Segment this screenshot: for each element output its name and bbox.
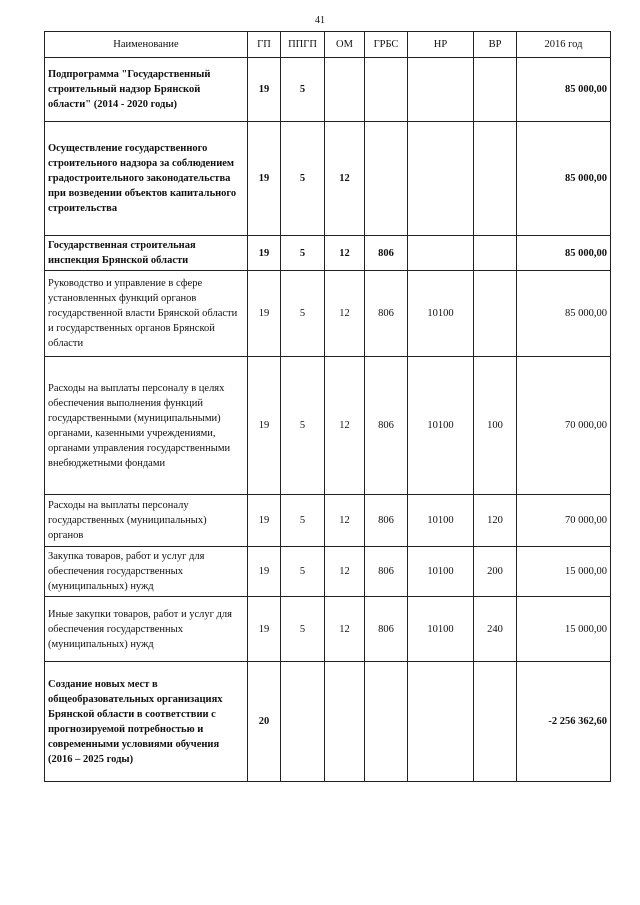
table-row <box>45 271 611 357</box>
cell-vr: 120 <box>474 495 517 547</box>
cell-grbs: 806 <box>365 495 408 547</box>
budget-table <box>44 31 611 782</box>
cell-vr <box>474 58 517 122</box>
cell-amount: 85 000,00 <box>517 236 611 271</box>
cell-ppgp: 5 <box>281 271 325 357</box>
cell-vr <box>474 662 517 782</box>
cell-name: Иные закупки товаров, работ и услуг для обеспечения государственных (муниципальных) нужд <box>45 597 248 662</box>
cell-amount: 70 000,00 <box>517 495 611 547</box>
cell-grbs <box>365 58 408 122</box>
cell-name: Руководство и управление в сфере установленных функций органов государственной власти Брянской области и государственных органов Брянской области <box>45 271 248 357</box>
cell-nr <box>408 122 474 236</box>
cell-ppgp: 5 <box>281 236 325 271</box>
table-row <box>45 547 611 597</box>
cell-name: Расходы на выплаты персоналу государственных (муниципальных) органов <box>45 495 248 547</box>
cell-amount: 85 000,00 <box>517 122 611 236</box>
cell-grbs: 806 <box>365 357 408 495</box>
table-row <box>45 662 611 782</box>
cell-nr <box>408 662 474 782</box>
cell-grbs: 806 <box>365 236 408 271</box>
cell-om: 12 <box>325 357 365 495</box>
cell-om: 12 <box>325 271 365 357</box>
cell-name: Подпрограмма "Государственный строительный надзор Брянской области" (2014 - 2020 годы) <box>45 58 248 122</box>
cell-gp: 19 <box>248 547 281 597</box>
cell-om: 12 <box>325 495 365 547</box>
cell-vr <box>474 122 517 236</box>
cell-grbs <box>365 662 408 782</box>
cell-ppgp: 5 <box>281 58 325 122</box>
header-name: Наименование <box>45 32 248 58</box>
header-ppgp: ППГП <box>281 32 325 58</box>
cell-grbs: 806 <box>365 597 408 662</box>
header-om: ОМ <box>325 32 365 58</box>
page-number: 41 <box>315 15 325 26</box>
cell-name: Государственная строительная инспекция Брянской области <box>45 236 248 271</box>
table-row <box>45 597 611 662</box>
cell-ppgp: 5 <box>281 122 325 236</box>
table-row <box>45 58 611 122</box>
cell-gp: 19 <box>248 236 281 271</box>
cell-ppgp <box>281 662 325 782</box>
cell-nr: 10100 <box>408 271 474 357</box>
cell-name: Создание новых мест в общеобразовательных организациях Брянской области в соответствии с прогнозируемой потребностью и современными условиями обучения (2016 – 2025 годы) <box>45 662 248 782</box>
cell-grbs <box>365 122 408 236</box>
cell-ppgp: 5 <box>281 547 325 597</box>
cell-amount: 85 000,00 <box>517 58 611 122</box>
cell-om: 12 <box>325 547 365 597</box>
table-row <box>45 495 611 547</box>
table-header-row <box>45 32 611 58</box>
cell-grbs: 806 <box>365 547 408 597</box>
header-nr: НР <box>408 32 474 58</box>
cell-gp: 19 <box>248 271 281 357</box>
cell-gp: 19 <box>248 597 281 662</box>
cell-amount: 15 000,00 <box>517 547 611 597</box>
table-row <box>45 236 611 271</box>
cell-nr: 10100 <box>408 357 474 495</box>
header-gp: ГП <box>248 32 281 58</box>
cell-grbs: 806 <box>365 271 408 357</box>
cell-gp: 19 <box>248 58 281 122</box>
cell-name: Расходы на выплаты персоналу в целях обеспечения выполнения функций государственными (муниципальными) органами, казенными учреждениями, органами управления государственными внебюджетными фондами <box>45 357 248 495</box>
cell-nr: 10100 <box>408 547 474 597</box>
cell-ppgp: 5 <box>281 495 325 547</box>
cell-nr <box>408 58 474 122</box>
cell-name: Осуществление государственного строительного надзора за соблюдением градостроительного законодательства при возведении объектов капитального строительства <box>45 122 248 236</box>
cell-amount: 85 000,00 <box>517 271 611 357</box>
cell-om: 12 <box>325 122 365 236</box>
cell-amount: -2 256 362,60 <box>517 662 611 782</box>
cell-om <box>325 58 365 122</box>
cell-gp: 19 <box>248 495 281 547</box>
cell-gp: 20 <box>248 662 281 782</box>
cell-amount: 15 000,00 <box>517 597 611 662</box>
cell-gp: 19 <box>248 357 281 495</box>
table-row <box>45 357 611 495</box>
cell-om: 12 <box>325 236 365 271</box>
cell-gp: 19 <box>248 122 281 236</box>
cell-vr: 240 <box>474 597 517 662</box>
table-row <box>45 122 611 236</box>
header-vr: ВР <box>474 32 517 58</box>
cell-ppgp: 5 <box>281 357 325 495</box>
cell-nr: 10100 <box>408 597 474 662</box>
cell-nr <box>408 236 474 271</box>
cell-name: Закупка товаров, работ и услуг для обеспечения государственных (муниципальных) нужд <box>45 547 248 597</box>
cell-nr: 10100 <box>408 495 474 547</box>
header-grbs: ГРБС <box>365 32 408 58</box>
cell-om <box>325 662 365 782</box>
cell-om: 12 <box>325 597 365 662</box>
cell-vr: 100 <box>474 357 517 495</box>
cell-vr: 200 <box>474 547 517 597</box>
cell-vr <box>474 236 517 271</box>
header-year: 2016 год <box>517 32 611 58</box>
cell-amount: 70 000,00 <box>517 357 611 495</box>
cell-ppgp: 5 <box>281 597 325 662</box>
cell-vr <box>474 271 517 357</box>
